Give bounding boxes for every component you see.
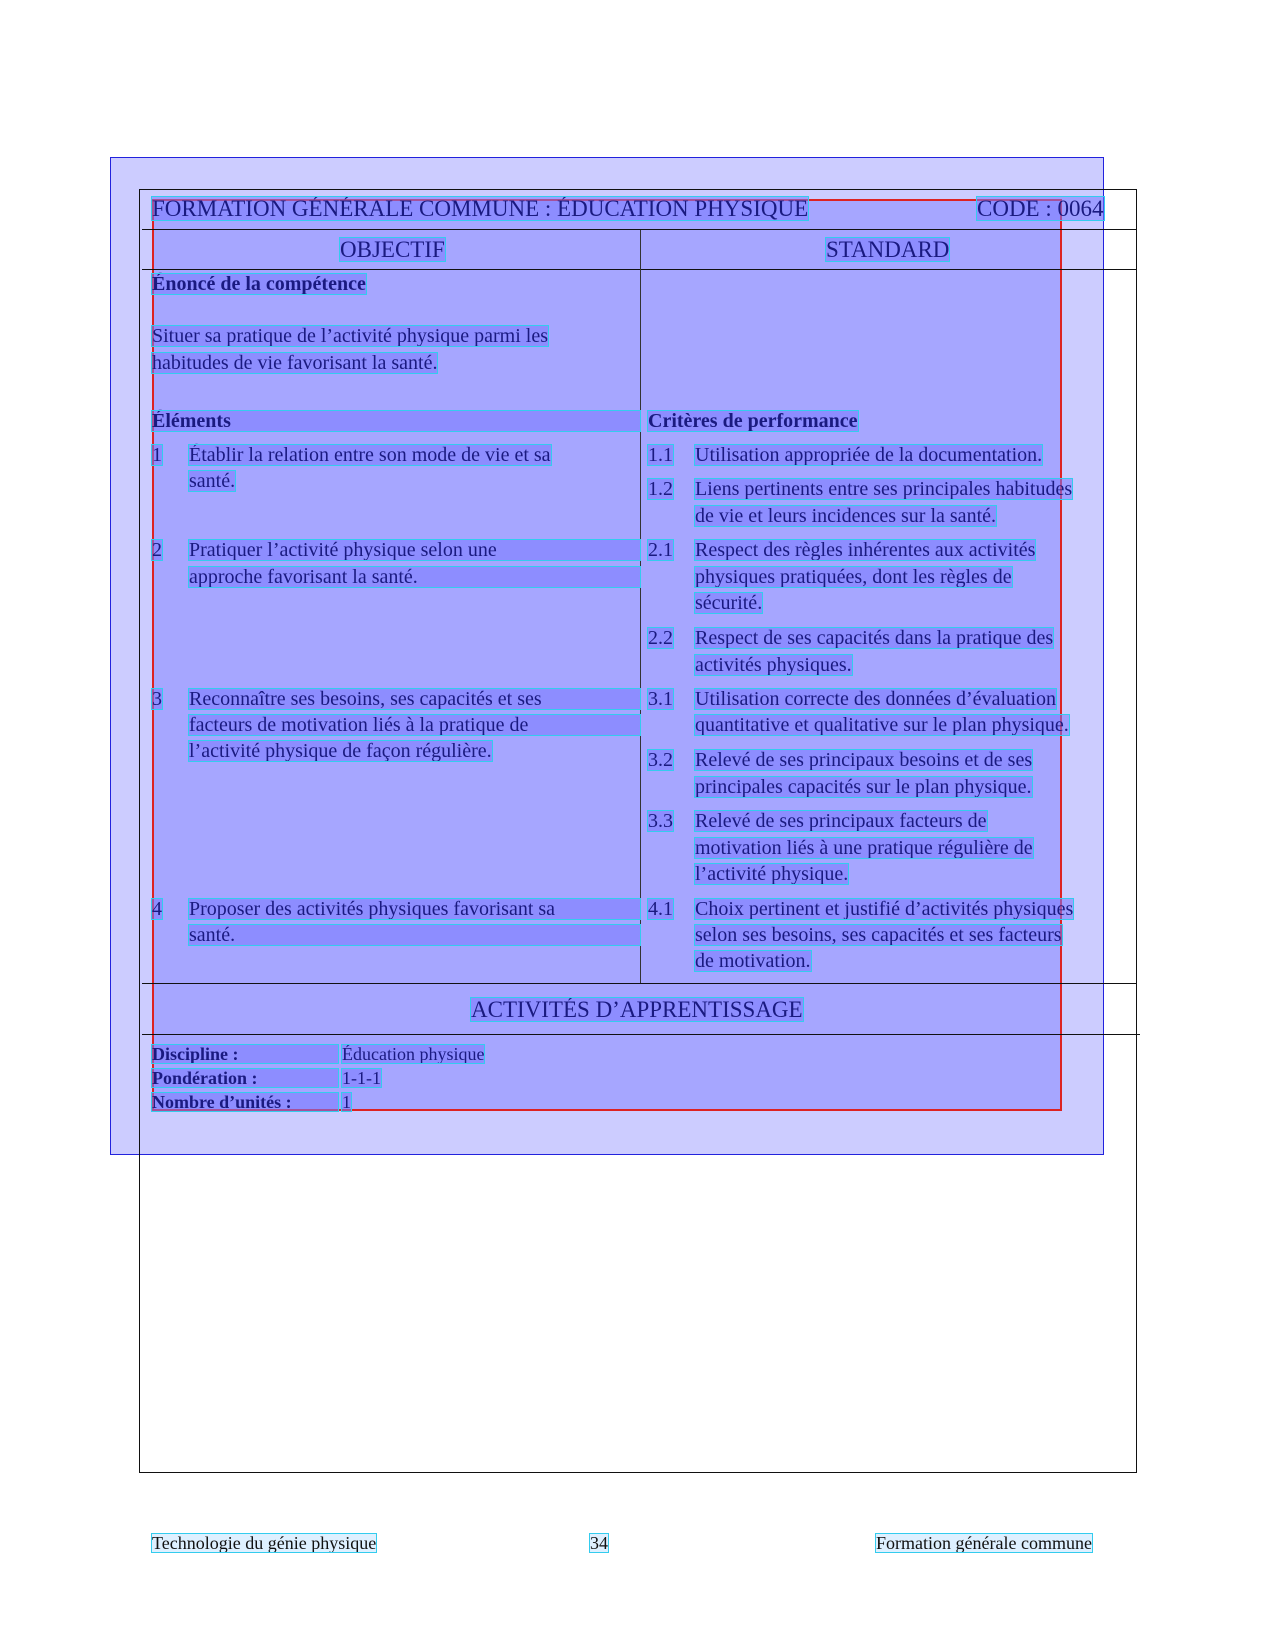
criterion-text: l’activité physique. xyxy=(695,863,849,885)
competence-heading: Énoncé de la compétence xyxy=(152,273,366,295)
column-divider xyxy=(640,230,641,983)
rule-above-activities xyxy=(142,983,1137,984)
criterion-text: principales capacités sur le plan physique. xyxy=(695,776,1032,798)
element-number: 2 xyxy=(152,539,162,561)
criterion-number: 2.2 xyxy=(648,627,673,649)
competence-line: habitudes de vie favorisant la santé. xyxy=(152,352,438,374)
criterion-text: selon ses besoins, ses capacités et ses facteurs xyxy=(695,924,1062,946)
criterion-text: Respect des règles inhérentes aux activités xyxy=(695,539,1036,561)
criterion-text: Liens pertinents entre ses principales habitudes xyxy=(695,478,1073,500)
elements-heading: Éléments xyxy=(152,411,640,431)
criterion-text: Respect de ses capacités dans la pratique des xyxy=(695,627,1054,649)
element-number: 4 xyxy=(152,898,162,920)
footer-right: Formation générale commune xyxy=(876,1533,1092,1553)
criterion-text: Relevé de ses principaux besoins et de ses xyxy=(695,749,1033,771)
element-text: approche favorisant la santé. xyxy=(189,567,640,587)
element-text: santé. xyxy=(189,470,236,492)
criterion-text: quantitative et qualitative sur le plan physique. xyxy=(695,714,1069,736)
criterion-number: 3.2 xyxy=(648,749,673,771)
page-number: 34 xyxy=(590,1533,608,1553)
criterion-text: motivation liés à une pratique régulière de xyxy=(695,837,1033,859)
criterion-number: 1.2 xyxy=(648,478,673,500)
element-number: 1 xyxy=(152,444,162,466)
element-text: santé. xyxy=(189,925,640,945)
element-text: Pratiquer l’activité physique selon une xyxy=(189,540,640,560)
criterion-text: sécurité. xyxy=(695,592,763,614)
criterion-number: 3.1 xyxy=(648,688,673,710)
element-text: facteurs de motivation liés à la pratique de xyxy=(189,715,640,735)
element-text: l’activité physique de façon régulière. xyxy=(189,740,492,762)
rule-under-activities xyxy=(142,1034,1140,1035)
element-text: Établir la relation entre son mode de vie et sa xyxy=(189,444,551,466)
objective-heading: OBJECTIF xyxy=(340,237,445,262)
criterion-text: de vie et leurs incidences sur la santé. xyxy=(695,505,996,527)
criterion-text: Relevé de ses principaux facteurs de xyxy=(695,810,987,832)
criterion-text: de motivation. xyxy=(695,950,811,972)
units-label: Nombre d’unités : xyxy=(152,1093,338,1111)
course-code: CODE : 0064 xyxy=(977,196,1104,221)
document-frame xyxy=(139,189,1137,1473)
criterion-text: Utilisation appropriée de la documentation. xyxy=(695,444,1043,466)
criterion-number: 1.1 xyxy=(648,444,673,466)
activities-heading: ACTIVITÉS D’APPRENTISSAGE xyxy=(471,997,803,1022)
criterion-text: physiques pratiquées, dont les règles de xyxy=(695,566,1012,588)
competence-line: Situer sa pratique de l’activité physique parmi les xyxy=(152,325,548,347)
criterion-text: activités physiques. xyxy=(695,654,852,676)
criterion-text: Choix pertinent et justifié d’activités physiques xyxy=(695,898,1074,920)
criterion-text: Utilisation correcte des données d’évaluation xyxy=(695,688,1056,710)
page-title: FORMATION GÉNÉRALE COMMUNE : ÉDUCATION PHYSIQUE xyxy=(152,196,809,221)
ponderation-label: Pondération : xyxy=(152,1069,338,1087)
units-value: 1 xyxy=(342,1092,351,1112)
ponderation-value: 1-1-1 xyxy=(342,1068,381,1088)
element-text: Proposer des activités physiques favorisant sa xyxy=(189,899,640,919)
criterion-number: 4.1 xyxy=(648,898,673,920)
criteria-heading: Critères de performance xyxy=(648,410,858,432)
element-number: 3 xyxy=(152,688,162,710)
criterion-number: 3.3 xyxy=(648,810,673,832)
element-text: Reconnaître ses besoins, ses capacités et ses xyxy=(189,689,640,709)
discipline-label: Discipline : xyxy=(152,1045,338,1063)
discipline-value: Éducation physique xyxy=(342,1044,485,1064)
standard-heading: STANDARD xyxy=(826,237,950,262)
footer-left: Technologie du génie physique xyxy=(152,1533,377,1553)
criterion-number: 2.1 xyxy=(648,539,673,561)
